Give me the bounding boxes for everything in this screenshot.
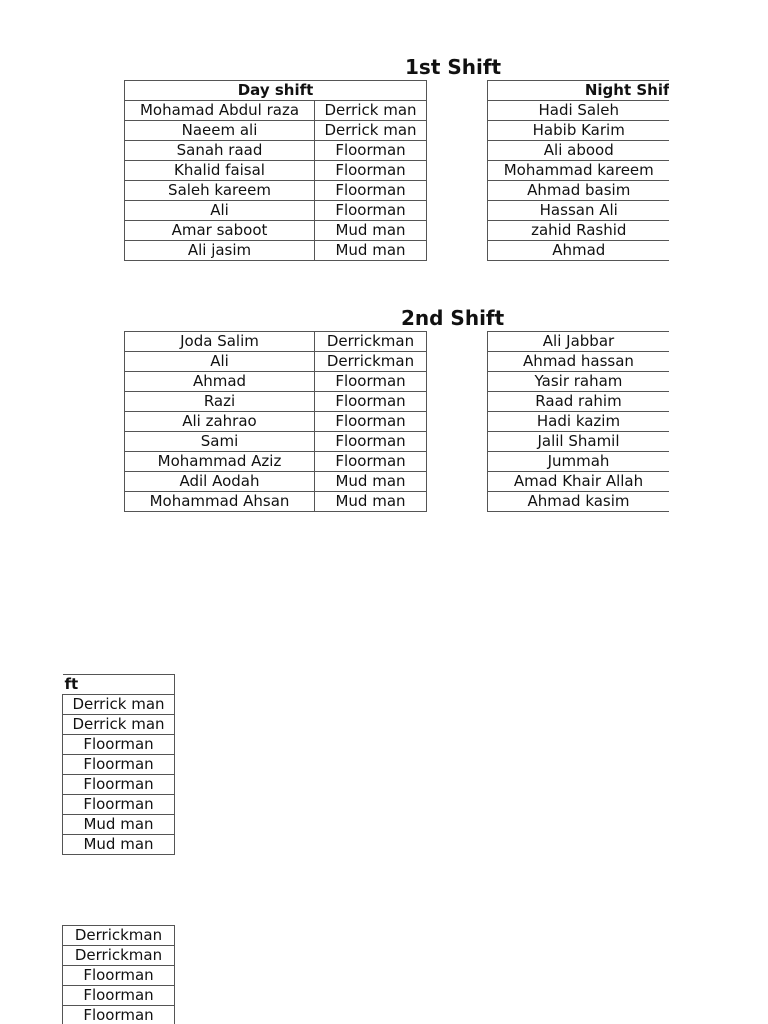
employee-role: Floorman: [315, 392, 427, 412]
table-row: [125, 492, 427, 512]
second-shift-title: 2nd Shift: [401, 306, 505, 330]
employee-role: Derrick man: [63, 695, 175, 715]
table-row: [488, 372, 670, 392]
table-row: [63, 795, 175, 815]
employee-role: Floorman: [315, 452, 427, 472]
employee-name: Ali abood: [488, 141, 670, 161]
table-row: [488, 201, 670, 221]
employee-role: Derrickman: [315, 352, 427, 372]
table-row: [488, 412, 670, 432]
employee-role: Floorman: [63, 986, 175, 1006]
table-row: [125, 161, 427, 181]
employee-role: Derrickman: [315, 332, 427, 352]
employee-name: Sanah raad: [125, 141, 315, 161]
employee-name: Ahmad basim: [488, 181, 670, 201]
table-row: [63, 735, 175, 755]
table-header-row: [125, 81, 427, 101]
table-row: [125, 432, 427, 452]
employee-name: Ali Jabbar: [488, 332, 670, 352]
second-shift-day-table: [124, 331, 427, 512]
table-row: [488, 221, 670, 241]
overflow-second-shift-table-wrap: [62, 925, 175, 1024]
table-row: [63, 986, 175, 1006]
employee-role: Mud man: [315, 492, 427, 512]
employee-role: Mud man: [315, 472, 427, 492]
employee-name: Joda Salim: [125, 332, 315, 352]
table-row: [63, 926, 175, 946]
employee-name: Mohammad Aziz: [125, 452, 315, 472]
employee-name: Amar saboot: [125, 221, 315, 241]
employee-role: Floorman: [315, 141, 427, 161]
table-row: [125, 332, 427, 352]
employee-name: Khalid faisal: [125, 161, 315, 181]
second-shift-night-table: [487, 331, 669, 512]
day-shift-header: Day shift: [125, 81, 427, 101]
first-shift-night-table-wrap: [487, 80, 669, 266]
second-shift-night-table-wrap: [487, 331, 669, 517]
table-row: [488, 472, 670, 492]
employee-role: Floorman: [315, 201, 427, 221]
employee-name: Hadi kazim: [488, 412, 670, 432]
table-row: [125, 352, 427, 372]
employee-role: Floorman: [315, 372, 427, 392]
employee-name: zahid Rashid: [488, 221, 670, 241]
first-shift-title: 1st Shift: [405, 55, 502, 79]
table-row: [488, 492, 670, 512]
first-shift-night-table: [487, 80, 669, 261]
employee-name: Mohammad Ahsan: [125, 492, 315, 512]
table-row: [63, 695, 175, 715]
employee-role: Floorman: [315, 412, 427, 432]
employee-role: Floorman: [63, 735, 175, 755]
table-row: [488, 181, 670, 201]
employee-role: Mud man: [315, 221, 427, 241]
employee-name: Mohamad Abdul raza: [125, 101, 315, 121]
employee-role: Floorman: [63, 755, 175, 775]
employee-name: Naeem ali: [125, 121, 315, 141]
employee-name: Ali: [125, 201, 315, 221]
employee-name: Ali: [125, 352, 315, 372]
table-row: [488, 121, 670, 141]
table-row: [488, 352, 670, 372]
table-row: [125, 181, 427, 201]
employee-role: Floorman: [315, 181, 427, 201]
table-row: [125, 452, 427, 472]
overflow-first-shift-table-wrap: [62, 674, 175, 855]
employee-name: Saleh kareem: [125, 181, 315, 201]
table-row: [125, 412, 427, 432]
table-row: [488, 141, 670, 161]
second-shift-day-table-wrap: [124, 331, 427, 512]
table-row: [125, 241, 427, 261]
employee-name: Ahmad: [488, 241, 670, 261]
table-row: [125, 392, 427, 412]
table-row: [63, 966, 175, 986]
employee-role: Mud man: [315, 241, 427, 261]
employee-name: Hassan Ali: [488, 201, 670, 221]
employee-name: Ahmad hassan: [488, 352, 670, 372]
employee-role: Derrick man: [315, 121, 427, 141]
employee-role: Floorman: [63, 966, 175, 986]
table-row: [63, 946, 175, 966]
employee-name: Yasir raham: [488, 372, 670, 392]
table-row: [125, 472, 427, 492]
employee-name: Amad Khair Allah: [488, 472, 670, 492]
table-row: [125, 121, 427, 141]
employee-name: Adil Aodah: [125, 472, 315, 492]
employee-role: Mud man: [63, 815, 175, 835]
employee-role: Floorman: [315, 161, 427, 181]
employee-name: Habib Karim: [488, 121, 670, 141]
employee-role: Floorman: [63, 775, 175, 795]
employee-role: Mud man: [63, 835, 175, 855]
table-row: [488, 101, 670, 121]
employee-role: Floorman: [315, 432, 427, 452]
employee-role: Derrick man: [63, 715, 175, 735]
table-row: [63, 815, 175, 835]
table-row: [125, 101, 427, 121]
table-row: [125, 201, 427, 221]
table-row: [488, 432, 670, 452]
employee-role: Floorman: [63, 795, 175, 815]
table-header-row: [63, 675, 175, 695]
employee-name: Ali jasim: [125, 241, 315, 261]
employee-name: Mohammad kareem: [488, 161, 670, 181]
table-row: [63, 755, 175, 775]
employee-role: Derrickman: [63, 946, 175, 966]
table-row: [488, 241, 670, 261]
table-row: [488, 332, 670, 352]
first-shift-day-table: [124, 80, 427, 261]
table-row: [488, 161, 670, 181]
employee-name: Ahmad kasim: [488, 492, 670, 512]
employee-name: Hadi Saleh: [488, 101, 670, 121]
table-row: [125, 141, 427, 161]
table-row: [125, 221, 427, 241]
employee-name: Sami: [125, 432, 315, 452]
employee-role: Derrick man: [315, 101, 427, 121]
night-shift-header-fragment: ft: [63, 675, 175, 695]
employee-role: Derrickman: [63, 926, 175, 946]
employee-name: Ahmad: [125, 372, 315, 392]
employee-name: Jalil Shamil: [488, 432, 670, 452]
employee-name: Razi: [125, 392, 315, 412]
employee-name: Jummah: [488, 452, 670, 472]
table-row: [63, 775, 175, 795]
employee-name: Ali zahrao: [125, 412, 315, 432]
table-row: [63, 835, 175, 855]
table-row: [488, 392, 670, 412]
first-shift-day-table-wrap: [124, 80, 427, 261]
employee-name: Raad rahim: [488, 392, 670, 412]
table-row: [63, 715, 175, 735]
employee-role: Floorman: [63, 1006, 175, 1024]
night-shift-header: Night Shif: [488, 81, 670, 101]
table-row: [488, 452, 670, 472]
table-header-row: [488, 81, 670, 101]
table-row: [125, 372, 427, 392]
overflow-first-shift-table: [62, 674, 175, 855]
overflow-second-shift-table: [62, 925, 175, 1024]
table-row: [63, 1006, 175, 1024]
